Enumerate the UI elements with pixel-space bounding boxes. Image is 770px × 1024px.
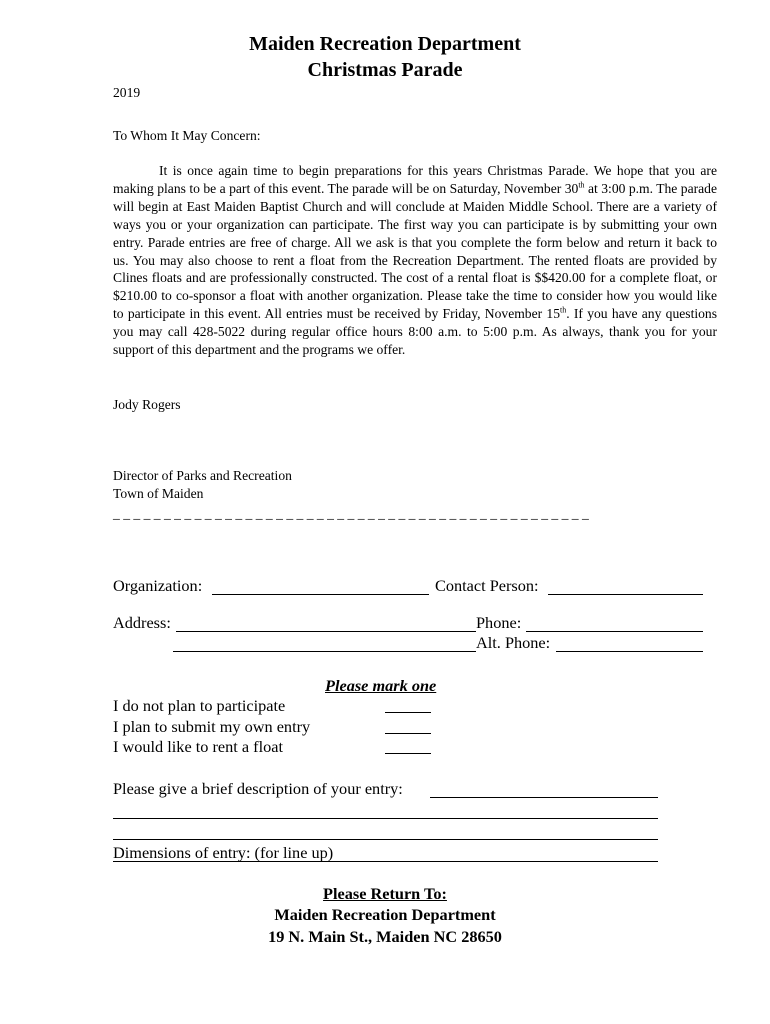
contact-person-field[interactable] — [548, 594, 703, 595]
document-subtitle: Christmas Parade — [307, 59, 463, 81]
letter-body-part2: at 3:00 p.m. The parade will begin at East Maiden Baptist Church and will conclude at Maiden Middle School. There are a variety of ways you or your organization can participate. The first way you can participate is by submitting your own entry. Parade entries are free of charge. All we ask is that you complete the form below and return it back to us. You may also choose to rent a float from the Recreation Department. The rented floats are provided by Clines floats and are professionally constructed. The cost of a rental float is $$420.00 for a complete float, or $210.00 to co-sponsor a float with another organization. Please take the time to consider how you would like to participate in this event. All entries must be received by Friday, November 15 — [113, 180, 718, 322]
alt-phone-field[interactable] — [556, 651, 703, 652]
option-not-participate-mark[interactable] — [385, 712, 431, 713]
option-rent-float-label: I would like to rent a float — [113, 737, 283, 756]
year: 2019 — [113, 85, 141, 100]
document-title: Maiden Recreation Department — [249, 33, 521, 55]
cut-line: _ _ _ _ _ _ _ _ _ _ _ _ _ _ _ _ _ _ _ _ _ _ _ _ _ _ _ _ _ _ _ _ _ _ _ _ _ _ _ _ _ _ _ _ _ _ _ — [113, 506, 589, 521]
signer-name: Jody Rogers — [113, 397, 181, 412]
phone-label: Phone: — [476, 613, 522, 632]
mark-one-heading: Please mark one — [325, 676, 437, 695]
description-field-line1[interactable] — [430, 797, 658, 798]
alt-phone-label: Alt. Phone: — [476, 633, 551, 652]
option-rent-float-mark[interactable] — [385, 753, 431, 754]
option-own-entry-mark[interactable] — [385, 733, 431, 734]
return-name: Maiden Recreation Department — [274, 905, 496, 924]
description-label: Please give a brief description of your entry: — [113, 779, 403, 798]
description-field-line2[interactable] — [113, 818, 658, 819]
letter-body — [113, 162, 717, 359]
salutation: To Whom It May Concern: — [113, 128, 261, 143]
option-own-entry-label: I plan to submit my own entry — [113, 717, 311, 736]
option-not-participate-label: I do not plan to participate — [113, 696, 286, 715]
organization-field[interactable] — [212, 594, 429, 595]
address-label: Address: — [113, 613, 171, 632]
superscript-th-1: th — [578, 180, 585, 190]
letter-body-part1: It is once again time to begin preparations for this years Christmas Parade. We hope that you are making plans to be a part of this event. The parade will be on Saturday, November 30 — [113, 163, 717, 196]
return-heading: Please Return To: — [323, 884, 447, 903]
signer-title: Director of Parks and Recreation — [113, 468, 292, 483]
letter-body-part3: . If you have any questions you may call 428-5022 during regular office hours 8:00 a.m. to 5:00 p.m. As always, thank you for your support of this department and the programs we offer. — [113, 306, 718, 358]
description-field-line3[interactable] — [113, 839, 658, 840]
organization-label: Organization: — [113, 576, 203, 595]
return-address: 19 N. Main St., Maiden NC 28650 — [268, 927, 502, 946]
contact-person-label: Contact Person: — [435, 576, 539, 595]
superscript-th-2: th — [560, 305, 567, 315]
address-field-line2[interactable] — [173, 651, 476, 652]
dimensions-label: Dimensions of entry: (for line up) — [113, 843, 334, 862]
phone-field[interactable] — [526, 631, 703, 632]
address-field-line1[interactable] — [176, 631, 476, 632]
signer-organization: Town of Maiden — [113, 486, 204, 501]
dimensions-field[interactable] — [113, 861, 658, 862]
